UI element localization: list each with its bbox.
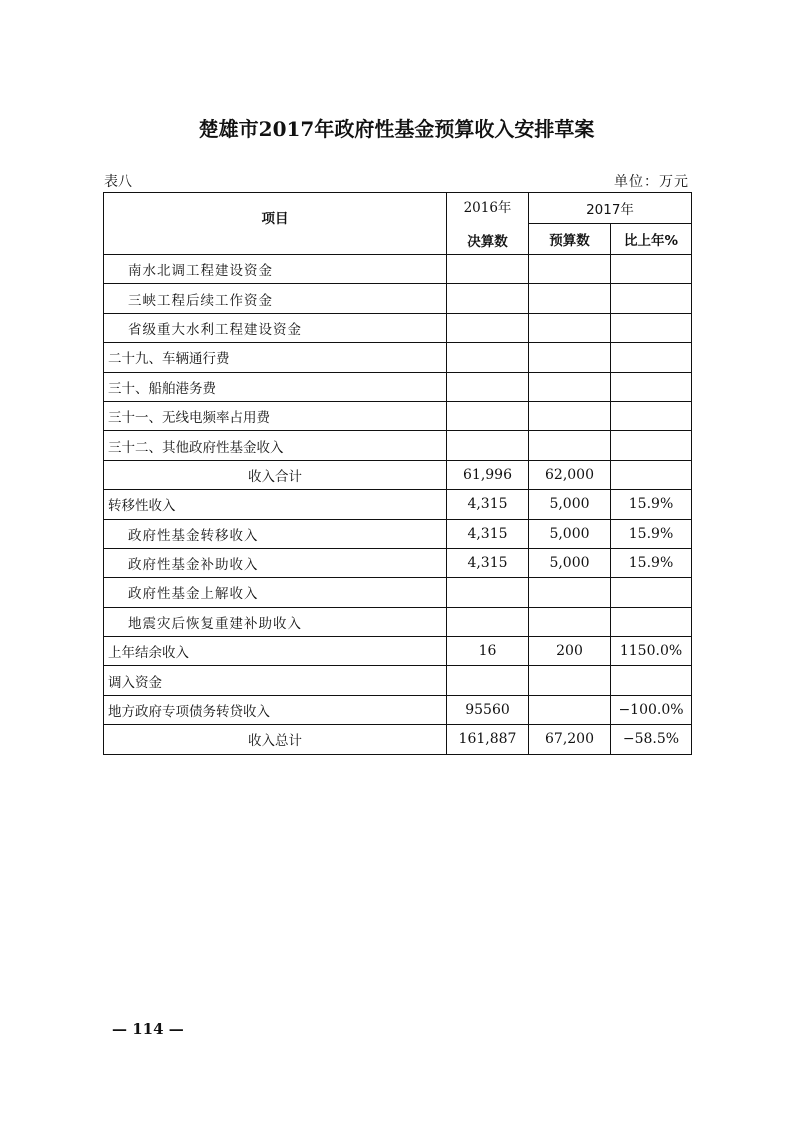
row-name: 二十九、车辆通行费: [104, 343, 447, 372]
cell-2016: [447, 284, 529, 313]
cell-2017: 5,000: [529, 548, 611, 577]
cell-2017: [529, 607, 611, 636]
row-name: 政府性基金补助收入: [104, 548, 447, 577]
table-row: [104, 372, 692, 401]
table-row: [104, 695, 692, 724]
header-final-accounts: 决算数: [447, 223, 529, 255]
table-row: [104, 548, 692, 577]
table-row: [104, 431, 692, 460]
cell-pct: [611, 607, 692, 636]
row-name: 三十一、无线电频率占用费: [104, 401, 447, 430]
cell-2017: [529, 401, 611, 430]
cell-2017: [529, 313, 611, 342]
cell-pct: [611, 313, 692, 342]
cell-2016: 161,887: [447, 725, 529, 754]
cell-2017: 62,000: [529, 460, 611, 489]
unit-label: 单位：万元: [614, 174, 689, 190]
cell-pct: [611, 255, 692, 284]
cell-pct: 1150.0%: [611, 637, 692, 666]
cell-pct: [611, 401, 692, 430]
cell-2016: [447, 578, 529, 607]
row-name: 转移性收入: [104, 490, 447, 519]
cell-2017: 67,200: [529, 725, 611, 754]
table-row: [104, 490, 692, 519]
table-row: [104, 578, 692, 607]
document-title: 楚雄市2017年政府性基金预算收入安排草案: [198, 117, 595, 141]
cell-2017: [529, 343, 611, 372]
cell-2017: [529, 372, 611, 401]
table-row: [104, 637, 692, 666]
table-row: [104, 666, 692, 695]
cell-2016: 4,315: [447, 519, 529, 548]
cell-pct: 15.9%: [611, 548, 692, 577]
table-row: [104, 284, 692, 313]
cell-2016: [447, 313, 529, 342]
cell-2016: [447, 343, 529, 372]
row-name: 三十二、其他政府性基金收入: [104, 431, 447, 460]
header-vs-last-year: 比上年%: [611, 223, 692, 255]
cell-pct: [611, 372, 692, 401]
cell-pct: [611, 666, 692, 695]
table-row-subtotal: [104, 460, 692, 489]
cell-2017: 200: [529, 637, 611, 666]
cell-2016: 16: [447, 637, 529, 666]
row-name: 政府性基金转移收入: [104, 519, 447, 548]
header-2017: 2017年: [529, 193, 692, 224]
cell-pct: [611, 431, 692, 460]
cell-2016: 61,996: [447, 460, 529, 489]
cell-pct: 15.9%: [611, 519, 692, 548]
cell-2017: [529, 255, 611, 284]
row-name: 三十、船舶港务费: [104, 372, 447, 401]
row-name: 三峡工程后续工作资金: [104, 284, 447, 313]
table-row: [104, 255, 692, 284]
table-row-total: [104, 725, 692, 754]
cell-pct: 15.9%: [611, 490, 692, 519]
cell-2017: [529, 284, 611, 313]
header-2016: 2016年: [447, 193, 529, 224]
cell-2016: 4,315: [447, 548, 529, 577]
cell-pct: [611, 460, 692, 489]
header-row-1: [104, 193, 692, 224]
table-row: [104, 401, 692, 430]
cell-2016: [447, 401, 529, 430]
row-name: 收入合计: [104, 460, 447, 489]
cell-2017: 5,000: [529, 519, 611, 548]
cell-2017: [529, 578, 611, 607]
table-number: 表八: [104, 174, 132, 190]
row-name: 上年结余收入: [104, 637, 447, 666]
table-row: [104, 519, 692, 548]
row-name: 调入资金: [104, 666, 447, 695]
cell-2017: 5,000: [529, 490, 611, 519]
table-row: [104, 343, 692, 372]
cell-2017: [529, 695, 611, 724]
row-name: 地震灾后恢复重建补助收入: [104, 607, 447, 636]
table-row: [104, 313, 692, 342]
row-name: 地方政府专项债务转贷收入: [104, 695, 447, 724]
cell-pct: [611, 343, 692, 372]
row-name: 收入总计: [104, 725, 447, 754]
page-number: — 114 —: [112, 1020, 184, 1038]
row-name: 政府性基金上解收入: [104, 578, 447, 607]
row-name: 省级重大水利工程建设资金: [104, 313, 447, 342]
cell-pct: [611, 578, 692, 607]
cell-2017: [529, 431, 611, 460]
cell-2016: 95560: [447, 695, 529, 724]
cell-2017: [529, 666, 611, 695]
table-row: [104, 607, 692, 636]
cell-2016: [447, 255, 529, 284]
cell-pct: −58.5%: [611, 725, 692, 754]
budget-table: [103, 192, 692, 755]
cell-2016: [447, 372, 529, 401]
cell-2016: 4,315: [447, 490, 529, 519]
row-name: 南水北调工程建设资金: [104, 255, 447, 284]
cell-2016: [447, 431, 529, 460]
cell-pct: −100.0%: [611, 695, 692, 724]
cell-2016: [447, 607, 529, 636]
cell-pct: [611, 284, 692, 313]
header-budget: 预算数: [529, 223, 611, 255]
header-item: 项目: [104, 193, 447, 255]
cell-2016: [447, 666, 529, 695]
